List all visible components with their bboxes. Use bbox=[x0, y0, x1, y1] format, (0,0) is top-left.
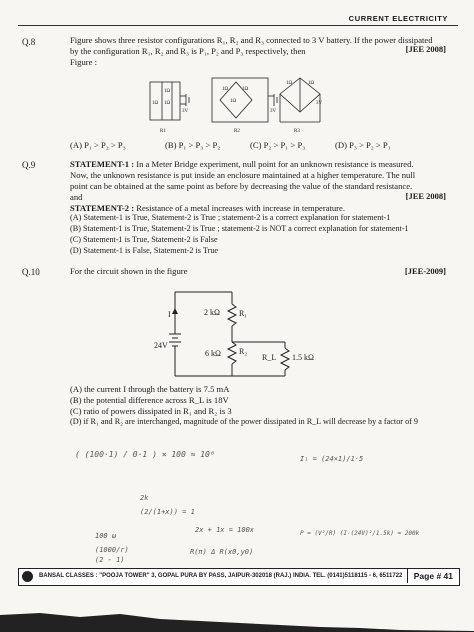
q9-statement1-label: STATEMENT-1 : bbox=[70, 159, 135, 169]
q10-text: For the circuit shown in the figure bbox=[70, 266, 188, 276]
handwriting-note-8: (2 - 1) bbox=[95, 556, 125, 564]
q9-tag: [JEE 2008] bbox=[405, 191, 446, 201]
circuit-r1-label: R₁ bbox=[239, 309, 248, 318]
page-footer bbox=[18, 568, 460, 586]
q9-option-c: (C) Statement-1 is True, Statement-2 is False bbox=[70, 235, 218, 244]
circuit-rl-label: R_L bbox=[262, 353, 277, 362]
header-rule bbox=[18, 25, 458, 26]
r2-ohm-1: 1Ω bbox=[222, 87, 229, 92]
r1-label: R1 bbox=[160, 129, 166, 134]
q9-statement1-line1 bbox=[70, 159, 414, 170]
r1-ohm-1: 1Ω bbox=[164, 89, 171, 94]
handwriting-note-5: P = (V²/R) (I·(24V)²/1.5k) = 200k bbox=[300, 530, 420, 537]
r1-ohm-3: 1Ω bbox=[152, 101, 159, 106]
handwriting-note-6: 100 ω bbox=[95, 532, 117, 540]
r2-ohm-2: 1Ω bbox=[242, 87, 249, 92]
q10-option-d: (D) if R₁ and R₂ are interchanged, magnitude of the power dissipated in R_L will decrease by a factor of 9 bbox=[70, 417, 419, 426]
q10-option-c: (C) ratio of powers dissipated in R₁ and R₂ is 3 bbox=[70, 406, 232, 416]
q10-option-b: (B) the potential difference across R_L is 18V bbox=[70, 395, 229, 405]
q8-option-b: (B) P₁ > P₃ > P₂ bbox=[165, 140, 221, 150]
r3-ohm-2: 1Ω bbox=[308, 81, 315, 86]
q10-tag: [JEE-2009] bbox=[404, 266, 446, 276]
handwriting-note-3: (2/(1+x)) = 1 bbox=[140, 508, 195, 516]
q8-figure-label: Figure : bbox=[70, 57, 97, 67]
q8-option-d: (D) P₃ > P₂ > P₁ bbox=[335, 140, 391, 150]
handwriting-note-4: 2x + 1x = 100x bbox=[195, 526, 255, 534]
q8-text-line2: by the configuration R₁, R₂ and R₃ is P₁, P₂ and P₃ respectively, then bbox=[70, 46, 306, 56]
q8-text-line1: Figure shows three resistor configurations R₁, R₂ and R₃ connected to 3 V battery. If the power dissipated bbox=[70, 35, 433, 45]
q9-and: and bbox=[70, 192, 83, 202]
handwriting-note-1: ( (100·1) / 0·1 ) × 100 ≈ 10⁶ bbox=[75, 450, 215, 459]
q9-statement2-text: Resistance of a metal increases with increase in temperature. bbox=[134, 203, 346, 213]
footer-address: BANSAL CLASSES : "POOJA TOWER" 3, GOPAL PURA BY PASS, JAIPUR-302018 (RAJ.) INDIA. TEL. (0141)5118115 - 6, 6511722 bbox=[39, 573, 403, 579]
q8-number: Q.8 bbox=[22, 37, 36, 47]
circuit-rl-value: 1.5 kΩ bbox=[292, 353, 314, 362]
circuit-r1-value: 2 kΩ bbox=[204, 308, 220, 317]
circuit-r2-value: 6 kΩ bbox=[205, 349, 221, 358]
q8-option-a: (A) P₁ > P₂ > P₃ bbox=[70, 140, 126, 150]
q8-option-c: (C) P₂ > P₁ > P₃ bbox=[250, 140, 306, 150]
q9-option-b: (B) Statement-1 is True, Statement-2 is True ; statement-2 is NOT a correct explanation for statement-1 bbox=[70, 224, 409, 233]
r2-ohm-3: 1Ω bbox=[230, 99, 237, 104]
r1-battery-label: 3V bbox=[182, 109, 189, 114]
r3-ohm-1: 1Ω bbox=[286, 81, 293, 86]
circuit-r2-label: R₂ bbox=[239, 347, 248, 356]
r2-battery-label: 3V bbox=[270, 109, 277, 114]
q9-statement1-text: In a Meter Bridge experiment, null point for an unknown resistance is measured. bbox=[134, 159, 414, 169]
q8-tag: [JEE 2008] bbox=[405, 44, 446, 54]
r3-battery-label: 3V bbox=[316, 101, 323, 106]
q8-resistor-figure bbox=[140, 64, 340, 136]
r3-label: R3 bbox=[294, 129, 300, 134]
q10-circuit-diagram bbox=[150, 284, 330, 384]
handwriting-note-10: 2k bbox=[140, 494, 149, 502]
handwriting-note-9: R(π) Δ R(x0,y0) bbox=[190, 548, 254, 556]
q10-option-a: (A) the current I through the battery is 7.5 mA bbox=[70, 384, 230, 394]
handwriting-note-7: (1000/r) bbox=[95, 546, 129, 554]
r1-ohm-2: 1Ω bbox=[164, 101, 171, 106]
scan-edge-artifact bbox=[0, 597, 474, 632]
r2-label: R2 bbox=[234, 129, 240, 134]
circuit-current-label: I bbox=[168, 310, 171, 319]
q9-option-a: (A) Statement-1 is True, Statement-2 is True ; statement-2 is a correct explanation for statement-1 bbox=[70, 213, 391, 222]
q9-statement1-line3: point can be obtained at the same point as before by decreasing the value of the standard resistance. bbox=[70, 181, 413, 191]
q9-statement1-line2: Now, the unknown resistance is put inside an enclosure maintained at a higher temperature. The null bbox=[70, 170, 416, 180]
page-number: Page # 41 bbox=[407, 569, 459, 583]
q9-number: Q.9 bbox=[22, 160, 36, 170]
handwriting-note-2: Iₗ = (24×1)/1·5 bbox=[300, 455, 364, 463]
q10-number: Q.10 bbox=[22, 267, 40, 277]
current-arrow bbox=[172, 308, 178, 314]
circuit-battery-label: 24V bbox=[154, 341, 168, 350]
q9-statement2-label: STATEMENT-2 : bbox=[70, 203, 135, 213]
page-header-title: CURRENT ELECTRICITY bbox=[348, 14, 448, 23]
bansal-logo-icon bbox=[22, 571, 33, 582]
q9-option-d: (D) Statement-1 is False, Statement-2 is True bbox=[70, 246, 219, 255]
